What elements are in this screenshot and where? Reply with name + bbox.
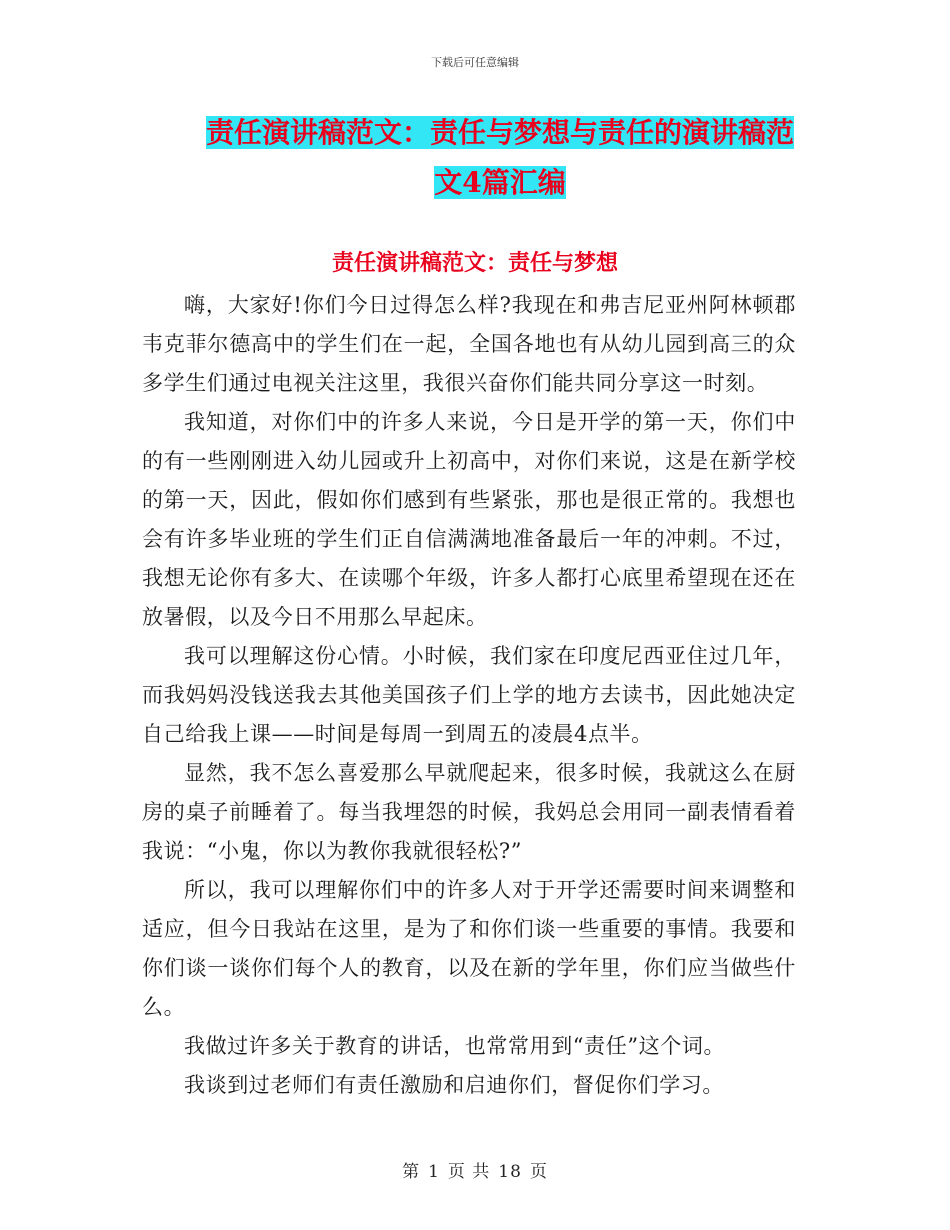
footer-middle: 页 共 (447, 1162, 491, 1182)
footer-suffix: 页 (529, 1162, 548, 1182)
section-title: 责任演讲稿范文：责任与梦想 (331, 250, 618, 276)
header-note: 下载后可任意编辑 (431, 56, 519, 69)
paragraph: 我谈到过老师们有责任激励和启迪你们，督促你们学习。 (184, 1073, 724, 1097)
footer-page-number: 1 (428, 1162, 440, 1182)
paragraph: 显然，我不怎么喜爱那么早就爬起来，很多时候，我就这么在厨房的桌子前睡着了。每当我埋怨的时候，我妈总会用同一副表情看着我说：“小鬼，你以为教你我就很轻松?” (142, 761, 796, 863)
paragraph: 所以，我可以理解你们中的许多人对于开学还需要时间来调整和适应，但今日我站在这里，是为了和你们谈一些重要的事情。我要和你们谈一谈你们每个人的教育，以及在新的学年里，你们应当做些什么。 (142, 878, 796, 1019)
paragraph: 我知道，对你们中的许多人来说，今日是开学的第一天，你们中的有一些刚刚进入幼儿园或升上初高中，对你们来说，这是在新学校的第一天，因此，假如你们感到有些紧张，那也是很正常的。我想也会有许多毕业班的学生们正自信满满地准备最后一年的冲刺。不过，我想无论你有多大、在读哪个年级，许多人都打心底里希望现在还在放暑假，以及今日不用那么早起床。 (142, 410, 796, 629)
paragraph: 我做过许多关于教育的讲话，也常常用到“责任”这个词。 (184, 1034, 726, 1058)
document-body (142, 286, 796, 1105)
page-footer (0, 1157, 950, 1182)
footer-prefix: 第 (402, 1162, 421, 1182)
footer-total-pages: 18 (498, 1162, 522, 1182)
paragraph: 我可以理解这份心情。小时候，我们家在印度尼西亚住过几年，而我妈妈没钱送我去其他美国孩子们上学的地方去读书，因此她决定自己给我上课——时间是每周一到周五的凌晨4点半。 (142, 644, 796, 746)
paragraph: 嗨，大家好!你们今日过得怎么样?我现在和弗吉尼亚州阿林顿郡韦克菲尔德高中的学生们在一起，全国各地也有从幼儿园到高三的众多学生们通过电视关注这里，我很兴奋你们能共同分享这一时刻。 (142, 293, 796, 395)
document-title-text: 责任演讲稿范文：责任与梦想与责任的演讲稿范文4篇汇编 (205, 116, 794, 199)
document-title (198, 108, 802, 208)
